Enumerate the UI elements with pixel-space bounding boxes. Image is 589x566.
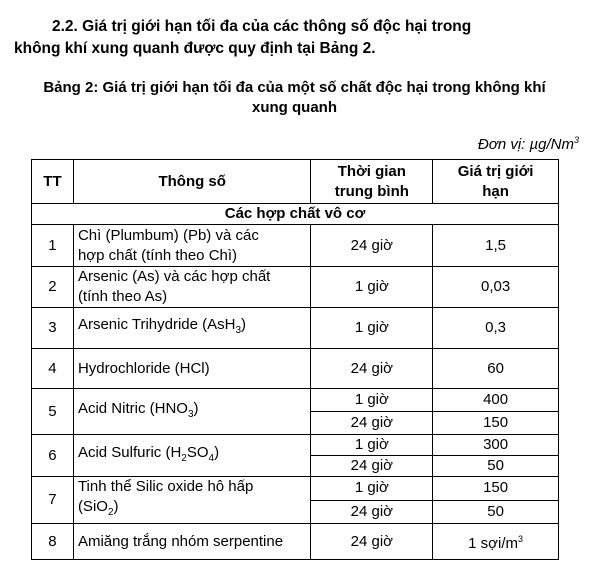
row-param: Arsenic (As) và các hợp chất (tính theo As) — [73, 267, 311, 308]
row-limit: 300 — [433, 435, 559, 456]
header-tt: TT — [32, 160, 74, 204]
unit-exponent: 3 — [573, 135, 579, 145]
table-row — [32, 435, 559, 456]
table-caption-line1: Bảng 2: Giá trị giới hạn tối đa của một số chất độc hại trong không khí — [43, 79, 546, 96]
row-time: 1 giờ — [311, 267, 433, 308]
row-tt: 4 — [32, 349, 74, 389]
unit-text: Đơn vị: µg/Nm — [477, 136, 574, 153]
row-limit: 0,3 — [433, 308, 559, 349]
row-limit: 1,5 — [433, 225, 559, 267]
section-heading-line1: 2.2. Giá trị giới hạn tối đa của các thông số độc hại trong — [52, 18, 472, 35]
row-tt: 2 — [32, 267, 74, 308]
header-param: Thông số — [73, 160, 311, 204]
row-time: 24 giờ — [311, 225, 433, 267]
row-param: Amiăng trắng nhóm serpentine — [73, 524, 311, 560]
row-time: 1 giờ — [311, 435, 433, 456]
row-tt: 8 — [32, 524, 74, 560]
row-time: 24 giờ — [311, 349, 433, 389]
table-row — [32, 524, 559, 560]
row-param: Chì (Plumbum) (Pb) và các hợp chất (tính theo Chì) — [73, 225, 311, 267]
row-tt: 7 — [32, 477, 74, 524]
table-header-row — [32, 160, 559, 204]
header-limit — [433, 160, 559, 204]
row-param: Arsenic Trihydride (AsH$_3$) — [73, 308, 311, 349]
row-limit: 50 — [433, 456, 559, 477]
row-time: 24 giờ — [311, 412, 433, 435]
table-row — [32, 267, 559, 308]
header-time — [311, 160, 433, 204]
table-caption-line2: xung quanh — [252, 99, 337, 116]
row-time: 1 giờ — [311, 308, 433, 349]
row-limit: 60 — [433, 349, 559, 389]
header-limit-line2: hạn — [482, 182, 509, 200]
header-time-line1: Thời gian — [337, 162, 406, 180]
group-title: Các hợp chất vô cơ — [32, 204, 559, 225]
unit-label — [478, 135, 579, 153]
row-time: 24 giờ — [311, 524, 433, 560]
row-tt: 6 — [32, 435, 74, 477]
table-row — [32, 308, 559, 349]
row-param: Acid Nitric $(HNO_3)$ — [73, 389, 311, 435]
row-param: Hydrochloride (HCl) — [73, 349, 311, 389]
row-limit: 1 sợi/$m^3$ — [433, 524, 559, 560]
row-limit: 400 — [433, 389, 559, 412]
header-limit-line1: Giá trị giới — [457, 162, 534, 180]
row-param: Tinh thể Silic oxide hô hấp (SiO$_2$) — [73, 477, 311, 524]
section-heading-line2: không khí xung quanh được quy định tại Bảng 2. — [14, 40, 376, 57]
row-limit: 50 — [433, 500, 559, 524]
table-caption — [6, 78, 583, 118]
row-limit: 0,03 — [433, 267, 559, 308]
section-heading — [14, 16, 579, 60]
group-row — [32, 204, 559, 225]
row-time: 1 giờ — [311, 477, 433, 501]
row-tt: 5 — [32, 389, 74, 435]
limits-table — [31, 159, 559, 560]
table-row — [32, 477, 559, 501]
table-row — [32, 389, 559, 412]
row-limit: 150 — [433, 412, 559, 435]
row-time: 1 giờ — [311, 389, 433, 412]
table-row — [32, 225, 559, 267]
row-tt: 1 — [32, 225, 74, 267]
row-time: 24 giờ — [311, 500, 433, 524]
header-time-line2: trung bình — [334, 182, 409, 200]
row-time: 24 giờ — [311, 456, 433, 477]
row-limit: 150 — [433, 477, 559, 501]
row-tt: 3 — [32, 308, 74, 349]
table-row — [32, 349, 559, 389]
row-param: Acid Sulfuric $(H_2SO_4)$ — [73, 435, 311, 477]
